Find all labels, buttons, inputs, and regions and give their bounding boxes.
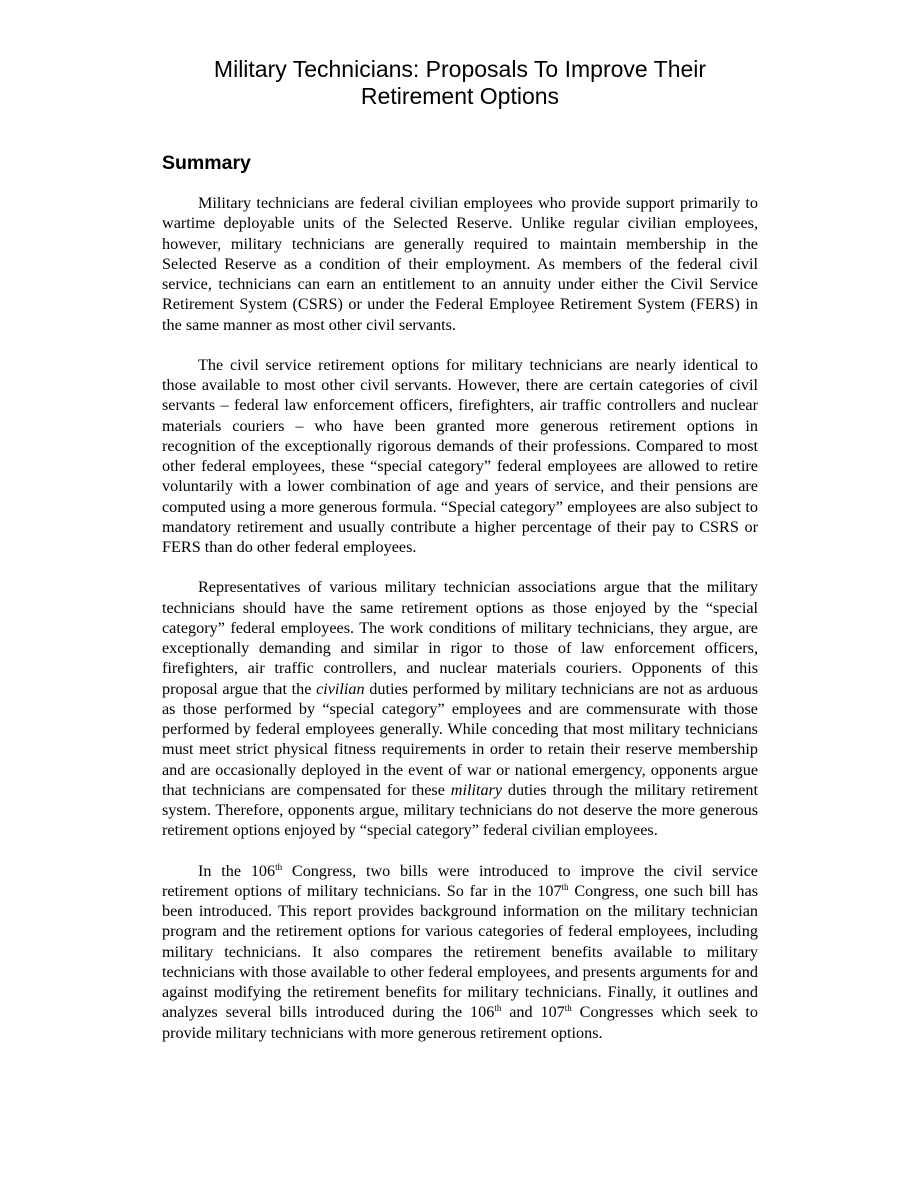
paragraph-3: [162, 577, 758, 840]
paragraph-1: Military technicians are federal civilian employees who provide support primarily to wartime deployable units of the Selected Reserve. Unlike regular civilian employees, however, military technicians are generally required to maintain membership in the Selected Reserve as a condition of their employment. As members of the federal civil service, technicians can earn an entitlement to an annuity under either the Civil Service Retirement System (CSRS) or under the Federal Employee Retirement System (FERS) in the same manner as most other civil servants.: [162, 194, 758, 334]
document-page: [162, 56, 758, 1043]
paragraph-3-part-c: duties through the military retirement system. Therefore, opponents argue, military technicians do not deserve the more generous retirement options enjoyed by “special category” federal civilian employees.: [162, 780, 759, 840]
title-line-1: Military Technicians: Proposals To Improve Their: [213, 56, 707, 82]
ordinal-suffix: th: [275, 861, 283, 872]
emphasis-military: military: [450, 780, 503, 799]
ordinal-suffix: th: [564, 1003, 572, 1014]
ordinal-suffix: th: [561, 881, 569, 892]
paragraph-3-part-a: Representatives of various military technician associations argue that the military technicians should have the same retirement options as those enjoyed by the “special category” federal employees. The work conditions of military technicians, they argue, are exceptionally demanding and similar in rigor to those of law enforcement officers, firefighters, air traffic controllers, and nuclear materials couriers. Opponents of this proposal argue that the: [162, 578, 758, 698]
emphasis-civilian: civilian: [316, 679, 365, 698]
document-title: [162, 56, 758, 110]
summary-body: [162, 193, 758, 1043]
paragraph-4-part-b: Congress, two bills were introduced to improve the civil service retirement options of military technicians. So far in the 107: [162, 861, 758, 900]
paragraph-4-part-e: Congresses which seek to provide military technicians with more generous retirement options.: [162, 1003, 758, 1042]
paragraph-4-part-d: and 107: [501, 1003, 565, 1022]
paragraph-2: The civil service retirement options for military technicians are nearly identical to those available to most other civil servants. However, there are certain categories of civil servants – federal law enforcement officers, firefighters, air traffic controllers and nuclear materials couriers – who have been granted more generous retirement options in recognition of the exceptionally rigorous demands of their professions. Compared to most other federal employees, these “special category” federal employees are allowed to retire voluntarily with a lower combination of age and years of service, and their pensions are computed using a more generous formula. “Special category” employees are also subject to mandatory retirement and usually contribute a higher percentage of their pay to CSRS or FERS than do other federal employees.: [162, 355, 758, 556]
ordinal-suffix: th: [494, 1003, 502, 1014]
paragraph-4: [162, 861, 758, 1043]
paragraph-4-part-c: Congress, one such bill has been introduced. This report provides background information on the military technician program and the retirement options for various categories of federal employees, including military technicians. It also compares the retirement benefits available to military technicians with those available to other federal employees, and presents arguments for and against modifying the retirement benefits for military technicians. Finally, it outlines and analyzes several bills introduced during the 106: [162, 881, 758, 1022]
section-heading-summary: Summary: [162, 152, 251, 174]
title-line-2: Retirement Options: [360, 83, 560, 109]
paragraph-4-part-a: In the 106: [198, 861, 276, 880]
paragraph-3-part-b: duties performed by military technicians are not as arduous as those performed by “special category” employees and are commensurate with those performed by federal employees generally. While conceding that most military technicians must meet strict physical fitness requirements in order to retain their reserve membership and are occasionally deployed in the event of war or national emergency, opponents argue that technicians are compensated for these: [162, 679, 758, 799]
